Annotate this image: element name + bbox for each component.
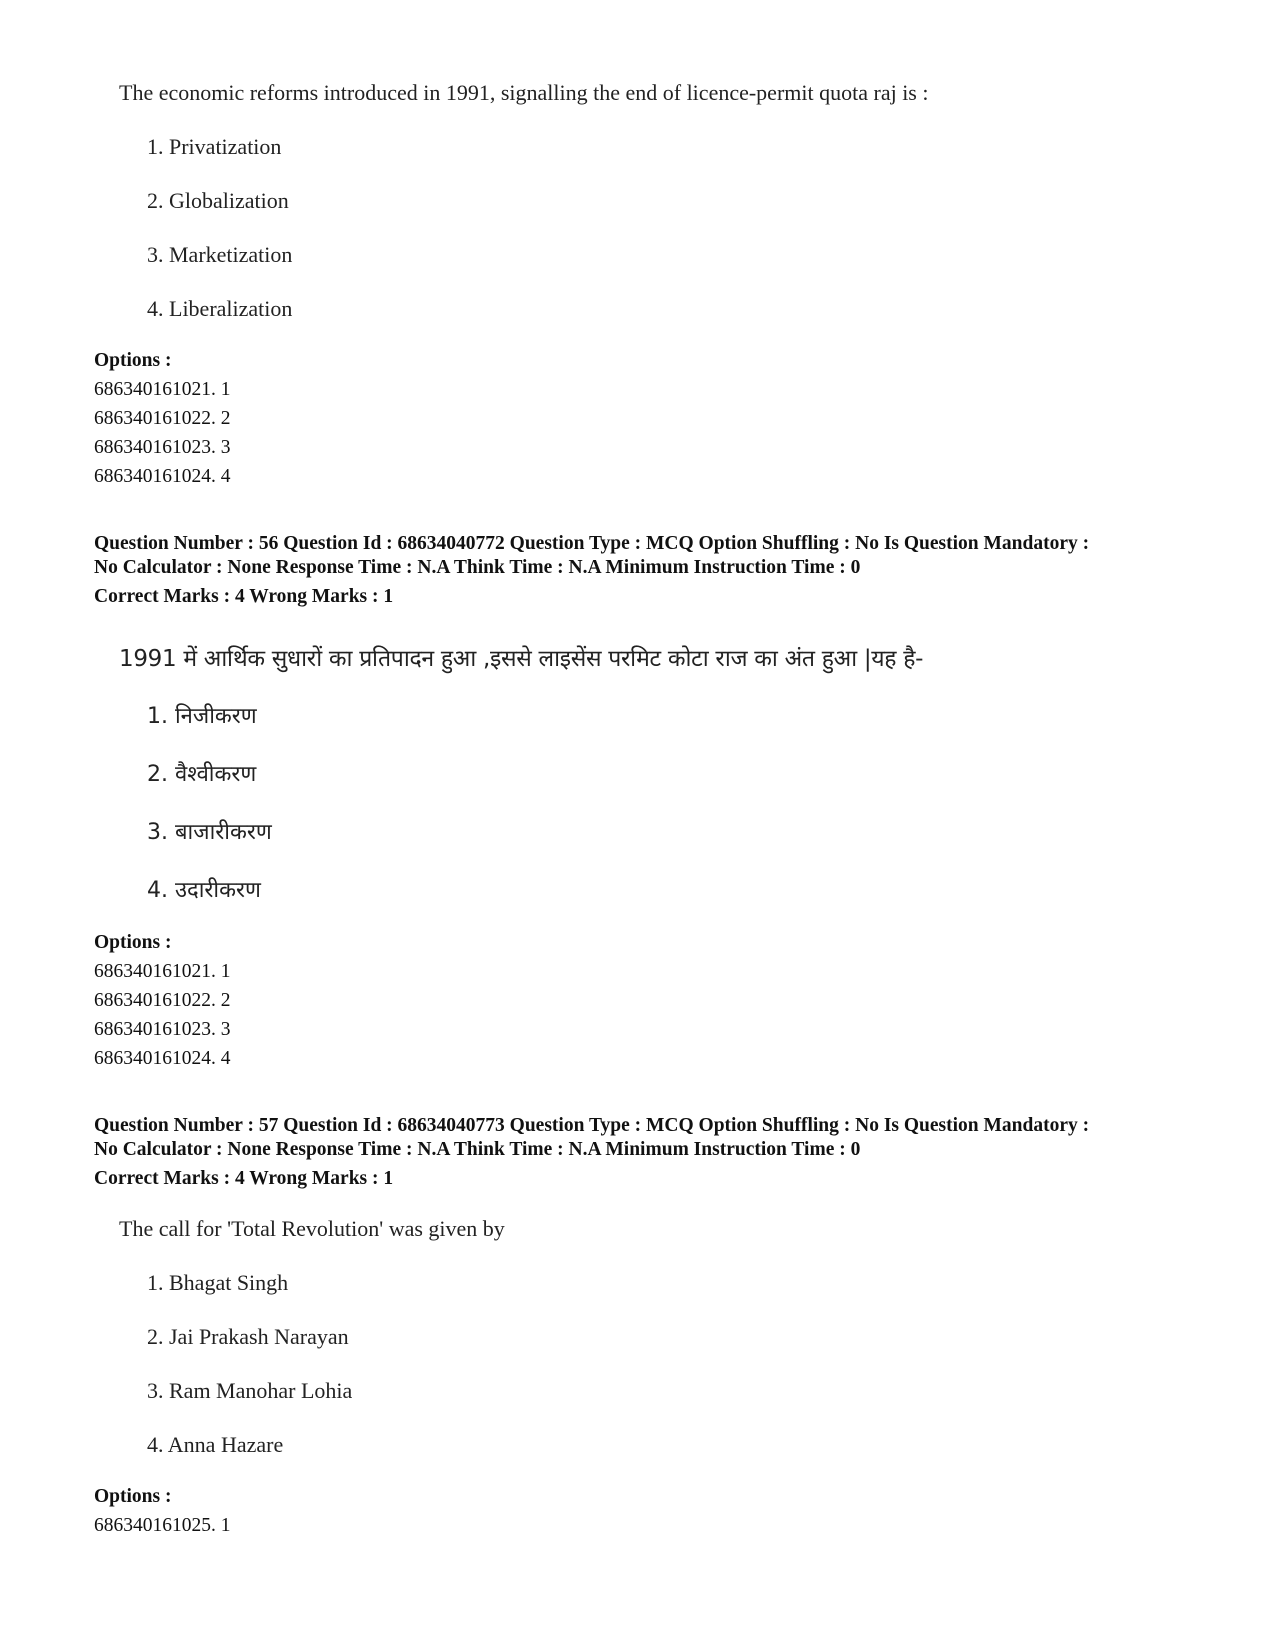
question-text: The economic reforms introduced in 1991, signalling the end of licence-permit quota raj is :	[119, 80, 929, 105]
question-marks: Correct Marks : 4 Wrong Marks : 1	[94, 586, 394, 607]
option-line: 686340161021. 1	[94, 961, 231, 982]
choice-item: 3. Ram Manohar Lohia	[147, 1378, 353, 1403]
question-meta: Question Number : 57 Question Id : 68634040773 Question Type : MCQ Option Shuffling : No Is Question Mandatory :	[94, 1115, 1090, 1136]
choice-item: 1. Bhagat Singh	[147, 1270, 289, 1295]
question-meta: Question Number : 56 Question Id : 68634040772 Question Type : MCQ Option Shuffling : No Is Question Mandatory :	[94, 533, 1090, 554]
option-line: 686340161021. 1	[94, 379, 231, 400]
choice-item: 1. Privatization	[147, 134, 282, 159]
option-line: 686340161024. 4	[94, 466, 231, 487]
choice-item: 4. Liberalization	[147, 296, 293, 321]
question-text: 1991 में आर्थिक सुधारों का प्रतिपादन हुआ ,इससे लाइसेंस परमिट कोटा राज का अंत हुआ |यह है-	[119, 646, 924, 672]
option-line: 686340161023. 3	[94, 1019, 231, 1040]
options-label: Options :	[94, 1486, 172, 1507]
choice-item: 2. Globalization	[147, 188, 289, 213]
options-label: Options :	[94, 932, 172, 953]
choice-item: 2. वैश्वीकरण	[147, 762, 257, 787]
option-line: 686340161024. 4	[94, 1048, 231, 1069]
option-line: 686340161025. 1	[94, 1515, 231, 1536]
choice-item: 3. बाजारीकरण	[147, 820, 272, 845]
question-meta: No Calculator : None Response Time : N.A Think Time : N.A Minimum Instruction Time : 0	[94, 557, 861, 578]
option-line: 686340161022. 2	[94, 990, 231, 1011]
choice-item: 4. उदारीकरण	[147, 878, 261, 903]
choice-item: 3. Marketization	[147, 242, 293, 267]
option-line: 686340161022. 2	[94, 408, 231, 429]
question-meta: No Calculator : None Response Time : N.A Think Time : N.A Minimum Instruction Time : 0	[94, 1139, 861, 1160]
question-text: The call for 'Total Revolution' was given by	[119, 1216, 505, 1241]
question-marks: Correct Marks : 4 Wrong Marks : 1	[94, 1168, 394, 1189]
options-label: Options :	[94, 350, 172, 371]
choice-item: 1. निजीकरण	[147, 704, 257, 729]
option-line: 686340161023. 3	[94, 437, 231, 458]
choice-item: 2. Jai Prakash Narayan	[147, 1324, 349, 1349]
choice-item: 4. Anna Hazare	[147, 1432, 284, 1457]
